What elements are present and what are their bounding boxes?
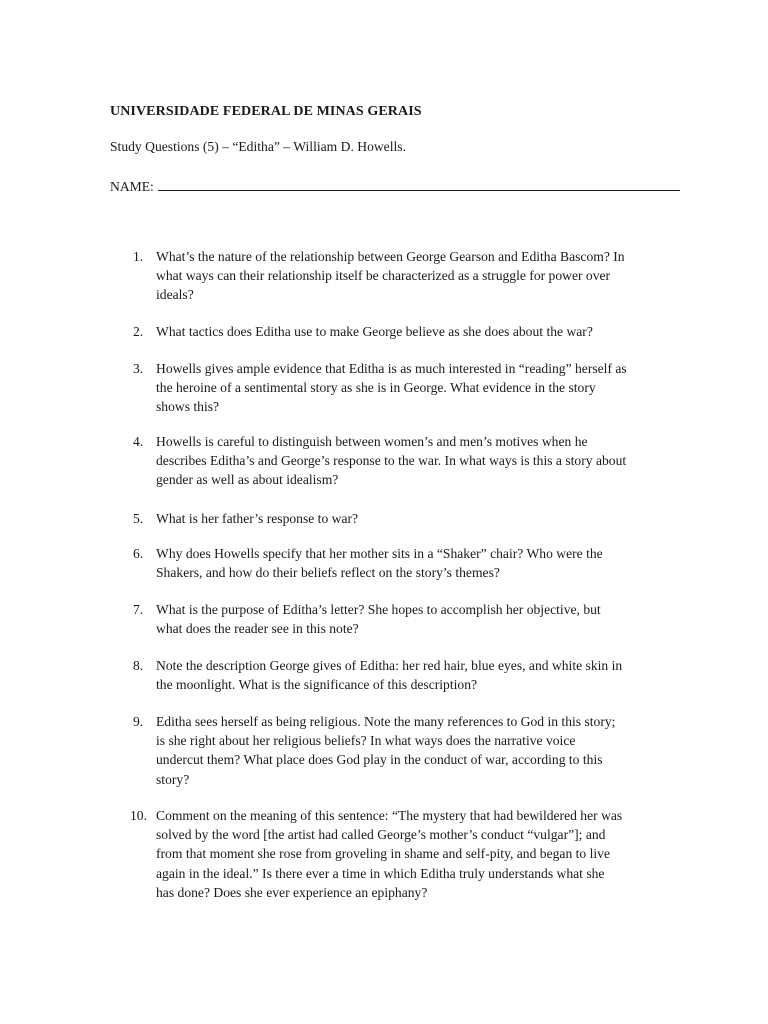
question-text: What is the purpose of Editha’s letter? She hopes to accomplish her objective, but what does the reader see in this note? (156, 602, 601, 637)
question-text: Comment on the meaning of this sentence: “The mystery that had bewildered her was solved by the word [the artist had called George’s mother’s conduct “vulgar”]; and from that moment she rose from groveling in shame and self-pity, and began to live again in the ideal.” Is there ever a time in which Editha truly understands what she has done? Does she ever experience an epiphany? (156, 808, 623, 900)
question-text: What’s the nature of the relationship between George Gearson and Editha Bascom? In what ways can their relationship itself be characterized as a struggle for power over ideals? (156, 249, 625, 303)
question-item (110, 600, 710, 638)
question-number: 8. (133, 658, 144, 673)
question-text: Why does Howells specify that her mother sits in a “Shaker” chair? Who were the Shakers, and how do their beliefs reflect on the story’s themes? (156, 546, 603, 581)
question-text: Howells gives ample evidence that Editha is as much interested in “reading” herself as the heroine of a sentimental story as she is in George. What evidence in the story shows this? (156, 361, 627, 415)
question-number: 7. (133, 602, 144, 617)
question-item (110, 544, 710, 582)
institution-heading: UNIVERSIDADE FEDERAL DE MINAS GERAIS (110, 104, 422, 119)
question-text: Editha sees herself as being religious. Note the many references to God in this story; is she right about her religious beliefs? In what ways does the narrative voice undercut them? What place does God play in the conduct of war, according to this story? (156, 714, 616, 787)
question-item (110, 656, 710, 694)
question-text: Howells is careful to distinguish between women’s and men’s motives when he describes Editha’s and George’s response to the war. In what ways is this a story about gender as well as about idealism? (156, 434, 627, 488)
name-row (110, 176, 690, 195)
name-blank-line (158, 176, 680, 191)
question-number: 6. (133, 546, 144, 561)
question-number: 5. (133, 511, 144, 526)
question-item (110, 806, 710, 902)
question-text: What is her father’s response to war? (156, 511, 359, 526)
question-item (110, 712, 710, 789)
question-number: 1. (133, 249, 144, 264)
question-item (110, 322, 710, 341)
question-number: 3. (133, 361, 144, 376)
question-number: 4. (133, 434, 144, 449)
question-number: 2. (133, 324, 144, 339)
question-item (110, 509, 710, 528)
question-number: 9. (133, 714, 144, 729)
question-item (110, 359, 710, 417)
assignment-subtitle: Study Questions (5) – “Editha” – William D. Howells. (110, 139, 406, 154)
question-number: 10. (130, 808, 147, 823)
question-text: Note the description George gives of Editha: her red hair, blue eyes, and white skin in the moonlight. What is the significance of this description? (156, 658, 623, 693)
question-text: What tactics does Editha use to make George believe as she does about the war? (156, 324, 593, 339)
question-item (110, 247, 710, 305)
question-item (110, 432, 710, 490)
name-label: NAME: (110, 179, 154, 194)
